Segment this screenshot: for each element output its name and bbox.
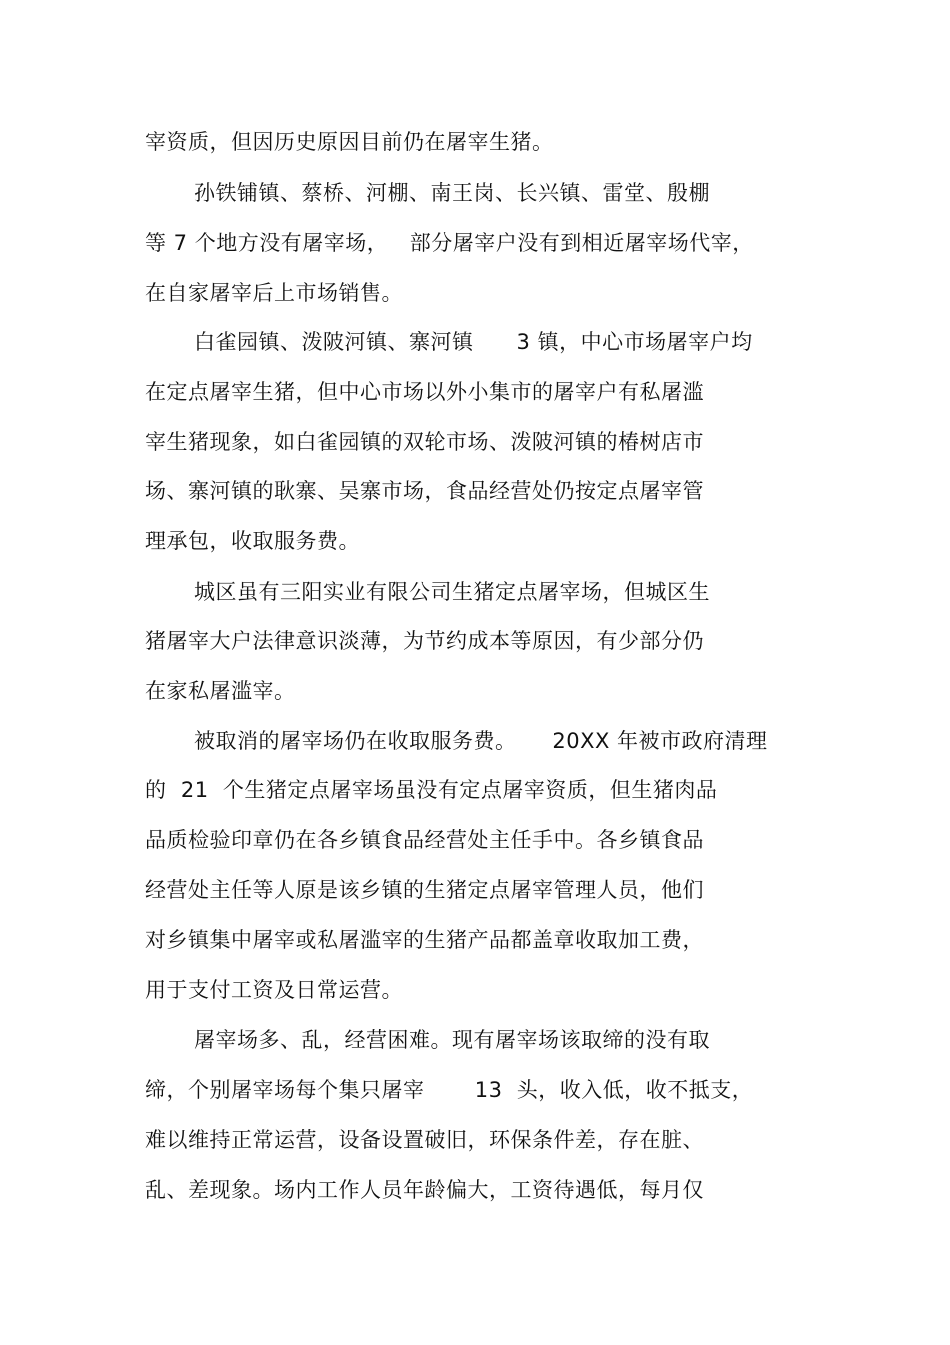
text-line: 猪屠宰大户法律意识淡薄，为节约成本等原因，有少部分仍 [145,629,704,653]
text-line: 乱、差现象。场内工作人员年龄偏大，工资待遇低，每月仅 [145,1178,704,1202]
paragraph-first-line: 孙铁铺镇、蔡桥、河棚、南王岗、长兴镇、雷堂、殷棚 [194,181,710,205]
text-line: 缔，个别屠宰场每个集只屠宰 13 头，收入低，收不抵支， [145,1078,754,1102]
paragraph-first-line: 被取消的屠宰场仍在收取服务费。 20XX 年被市政府清理 [194,729,768,753]
paragraph-first-line: 白雀园镇、泼陂河镇、寨河镇 3 镇，中心市场屠宰户均 [194,330,753,354]
text-line: 在家私屠滥宰。 [145,679,296,703]
text-line: 用于支付工资及日常运营。 [145,978,403,1002]
text-line: 在自家屠宰后上市场销售。 [145,281,403,305]
text-line: 场、寨河镇的耿寨、吴寨市场，食品经营处仍按定点屠宰管 [145,479,704,503]
paragraph-first-line: 城区虽有三阳实业有限公司生猪定点屠宰场，但城区生 [194,580,710,604]
text-line: 在定点屠宰生猪，但中心市场以外小集市的屠宰户有私屠滥 [145,380,704,404]
text-line: 经营处主任等人原是该乡镇的生猪定点屠宰管理人员，他们 [145,878,704,902]
paragraph-first-line: 屠宰场多、乱，经营困难。现有屠宰场该取缔的没有取 [194,1028,710,1052]
text-line: 宰生猪现象，如白雀园镇的双轮市场、泼陂河镇的椿树店市 [145,430,704,454]
text-line: 理承包，收取服务费。 [145,529,360,553]
text-line: 的 21 个生猪定点屠宰场虽没有定点屠宰资质，但生猪肉品 [145,778,718,802]
text-line: 宰资质，但因历史原因目前仍在屠宰生猪。 [145,130,554,154]
text-line: 难以维持正常运营，设备设置破旧，环保条件差，存在脏、 [145,1128,704,1152]
text-line: 品质检验印章仍在各乡镇食品经营处主任手中。各乡镇食品 [145,828,704,852]
text-line: 对乡镇集中屠宰或私屠滥宰的生猪产品都盖章收取加工费， [145,928,704,952]
text-line: 等 7 个地方没有屠宰场， 部分屠宰户没有到相近屠宰场代宰， [145,231,754,255]
